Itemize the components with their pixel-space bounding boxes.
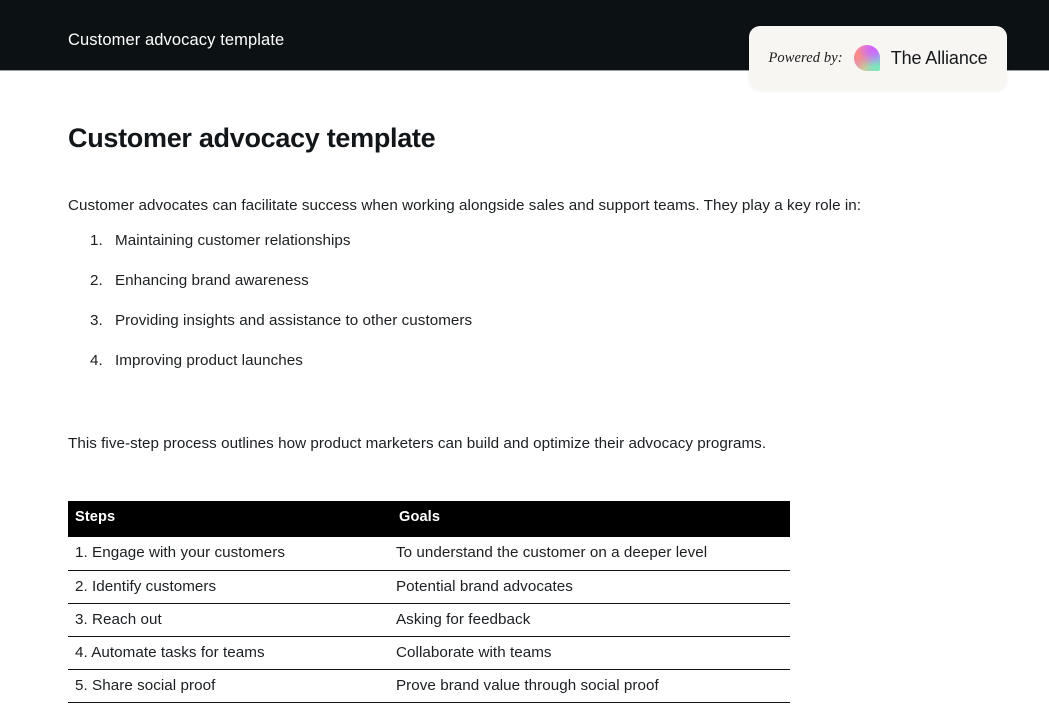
alliance-gradient-circle-icon	[854, 45, 880, 71]
page-title: Customer advocacy template	[68, 123, 436, 153]
column-header-goals: Goals	[392, 501, 790, 537]
cell-goal: Potential brand advocates	[392, 570, 790, 603]
cell-goal: To understand the customer on a deeper level	[392, 537, 790, 570]
table-row	[68, 603, 790, 636]
list-item	[68, 231, 988, 271]
brand-name-label: The Alliance	[890, 47, 988, 68]
column-header-steps: Steps	[68, 501, 392, 537]
cell-step: 1. Engage with your customers	[68, 537, 392, 570]
table-row	[68, 537, 790, 570]
table-header-row	[68, 501, 790, 537]
cell-step: 5. Share social proof	[68, 669, 392, 702]
list-item	[68, 271, 988, 311]
roles-list	[68, 231, 988, 391]
header-title: Customer advocacy template	[68, 31, 285, 49]
intro-paragraph: Customer advocates can facilitate success when working alongside sales and support teams. They play a key role in:	[68, 197, 862, 214]
top-header-bar	[0, 0, 1049, 71]
list-item-number: 2.	[90, 272, 103, 289]
cell-goal: Collaborate with teams	[392, 636, 790, 669]
steps-goals-table-wrapper	[68, 501, 790, 703]
list-item	[68, 311, 988, 351]
document-content	[68, 71, 988, 703]
list-item-label: Providing insights and assistance to other customers	[115, 312, 473, 329]
steps-goals-table	[68, 501, 790, 703]
cell-goal: Asking for feedback	[392, 603, 790, 636]
table-row	[68, 669, 790, 702]
table-header	[68, 501, 790, 537]
powered-by-label: Powered by:	[768, 49, 843, 66]
cell-step: 4. Automate tasks for teams	[68, 636, 392, 669]
cell-step: 3. Reach out	[68, 603, 392, 636]
outro-paragraph: This five-step process outlines how product marketers can build and optimize their advocacy programs.	[68, 435, 767, 452]
list-item-number: 3.	[90, 312, 103, 329]
list-item-number: 1.	[90, 232, 103, 249]
cell-step: 2. Identify customers	[68, 570, 392, 603]
list-item-number: 4.	[90, 352, 103, 369]
cell-goal: Prove brand value through social proof	[392, 669, 790, 702]
table-row	[68, 570, 790, 603]
list-item-label: Enhancing brand awareness	[115, 272, 309, 289]
list-item	[68, 351, 988, 391]
list-item-label: Maintaining customer relationships	[115, 232, 351, 249]
list-item-label: Improving product launches	[115, 352, 303, 369]
table-body	[68, 537, 790, 702]
table-row	[68, 636, 790, 669]
